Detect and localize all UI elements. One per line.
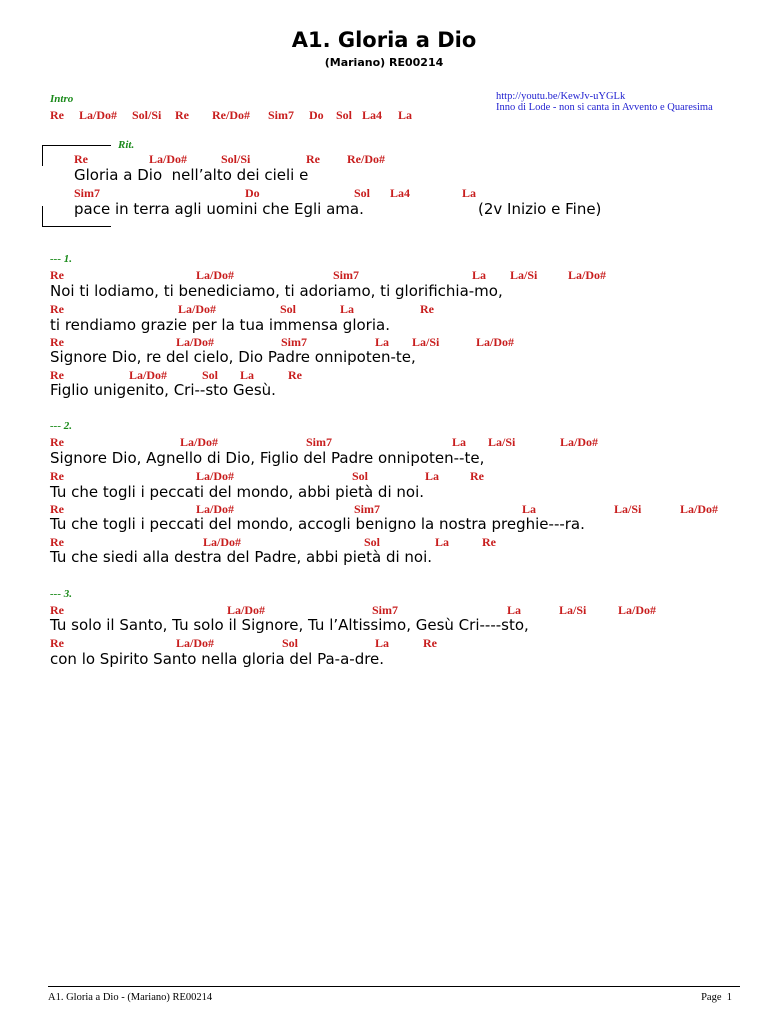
chord: Re/Do# [347,152,385,166]
chord: La/Do# [196,469,235,483]
chord: La [398,108,413,122]
chord: Sim7 [372,603,399,617]
verse-label: --- 1. [50,253,72,265]
chord: Re [423,636,437,650]
chord: La [435,535,450,549]
intro-label: Intro [50,93,74,105]
chord: Sol [336,108,353,122]
chord: Re [50,603,64,617]
page-number: Page 1 [701,992,732,1003]
video-link[interactable]: http://youtu.be/KewJv-uYGLk [496,91,626,102]
chord: Sol [282,636,299,650]
chord: La/Do# [618,603,657,617]
chord: La/Do# [196,502,235,516]
chord: Sol [364,535,381,549]
chord: La4 [362,108,383,122]
chord: Sol/Si [221,152,251,166]
chord: La/Do# [203,535,242,549]
lyric-line: Gloria a Dio nell’alto dei cieli e [74,166,309,184]
chord: La/Do# [176,335,215,349]
chord: La [375,636,390,650]
chord: Sol [352,469,369,483]
chord: Re [50,368,64,382]
refrain-label: Rit. [118,139,135,151]
chord: La [507,603,522,617]
chord: Re [175,108,189,122]
usage-note: Inno di Lode - non si canta in Avvento e Quaresima [496,102,713,113]
chord: Re [306,152,320,166]
chord: Re [482,535,496,549]
chord: Re [74,152,88,166]
lyric-line: Tu che togli i peccati del mondo, abbi pietà di noi. [50,483,425,501]
chord: Re [50,302,64,316]
chord: Re [50,535,64,549]
lyric-line: con lo Spirito Santo nella gloria del Pa-a-dre. [50,650,385,668]
chord: Re [50,108,64,122]
chord: La/Do# [196,268,235,282]
chord: La/Do# [129,368,168,382]
lyric-line: Figlio unigenito, Cri--sto Gesù. [50,381,276,399]
lyric-line: Signore Dio, re del cielo, Dio Padre onnipoten-te, [50,348,416,366]
lyric-line: Tu che siedi alla destra del Padre, abbi pietà di noi. [50,548,433,566]
chord: Sim7 [354,502,381,516]
chord: Sim7 [333,268,360,282]
chord: Re [420,302,434,316]
lyric-line: Tu solo il Santo, Tu solo il Signore, Tu l’Altissimo, Gesù Cri----sto, [50,616,529,634]
chord: La/Do# [560,435,599,449]
chord: La/Si [614,502,642,516]
chord: Re [50,502,64,516]
chord: La/Si [412,335,440,349]
repeat-note: (2v Inizio e Fine) [478,200,602,218]
chord: La/Si [559,603,587,617]
verse-label: --- 2. [50,420,72,432]
chord: Re [50,268,64,282]
chord: La/Do# [680,502,719,516]
chord: Re/Do# [212,108,250,122]
chord: Sol/Si [132,108,162,122]
chord: Sol [280,302,297,316]
page-subtitle: (Mariano) RE00214 [324,56,444,69]
chord: Sim7 [74,186,101,200]
lyric-line: Noi ti lodiamo, ti benediciamo, ti adoriamo, ti glorifichia-mo, [50,282,503,300]
lyric-line: ti rendiamo grazie per la tua immensa gloria. [50,316,390,334]
chord: La/Do# [476,335,515,349]
chord: La/Do# [149,152,188,166]
chord: La/Do# [180,435,219,449]
chord: Re [50,435,64,449]
chord: Do [309,108,324,122]
chord: Re [50,469,64,483]
chord: La [472,268,487,282]
chord: La [425,469,440,483]
chord: La [462,186,477,200]
chord: Sim7 [281,335,308,349]
chord: Sol [202,368,219,382]
page-title: A1. Gloria a Dio [291,28,477,52]
lyric-line: pace in terra agli uomini che Egli ama. [74,200,364,218]
lyric-line: Signore Dio, Agnello di Dio, Figlio del Padre onnipoten--te, [50,449,485,467]
chord: La/Si [510,268,538,282]
lyric-line: Tu che togli i peccati del mondo, accogli benigno la nostra preghie---ra. [50,515,585,533]
chord: Sim7 [268,108,295,122]
chord: Re [470,469,484,483]
chord: Re [50,335,64,349]
chord: La [452,435,467,449]
chord: Sol [354,186,371,200]
chord: La [340,302,355,316]
footer-title: A1. Gloria a Dio - (Mariano) RE00214 [48,992,213,1003]
chord: La [375,335,390,349]
chord: La/Si [488,435,516,449]
chord: Re [50,636,64,650]
verse-label: --- 3. [50,588,72,600]
chord: La [522,502,537,516]
chord: La/Do# [178,302,217,316]
chord: La/Do# [227,603,266,617]
chord: Sim7 [306,435,333,449]
chord: Re [288,368,302,382]
chord: La [240,368,255,382]
chord: La/Do# [176,636,215,650]
chord: La/Do# [568,268,607,282]
chord: Do [245,186,260,200]
chord: La/Do# [79,108,118,122]
footer-divider [48,986,740,987]
chord: La4 [390,186,411,200]
